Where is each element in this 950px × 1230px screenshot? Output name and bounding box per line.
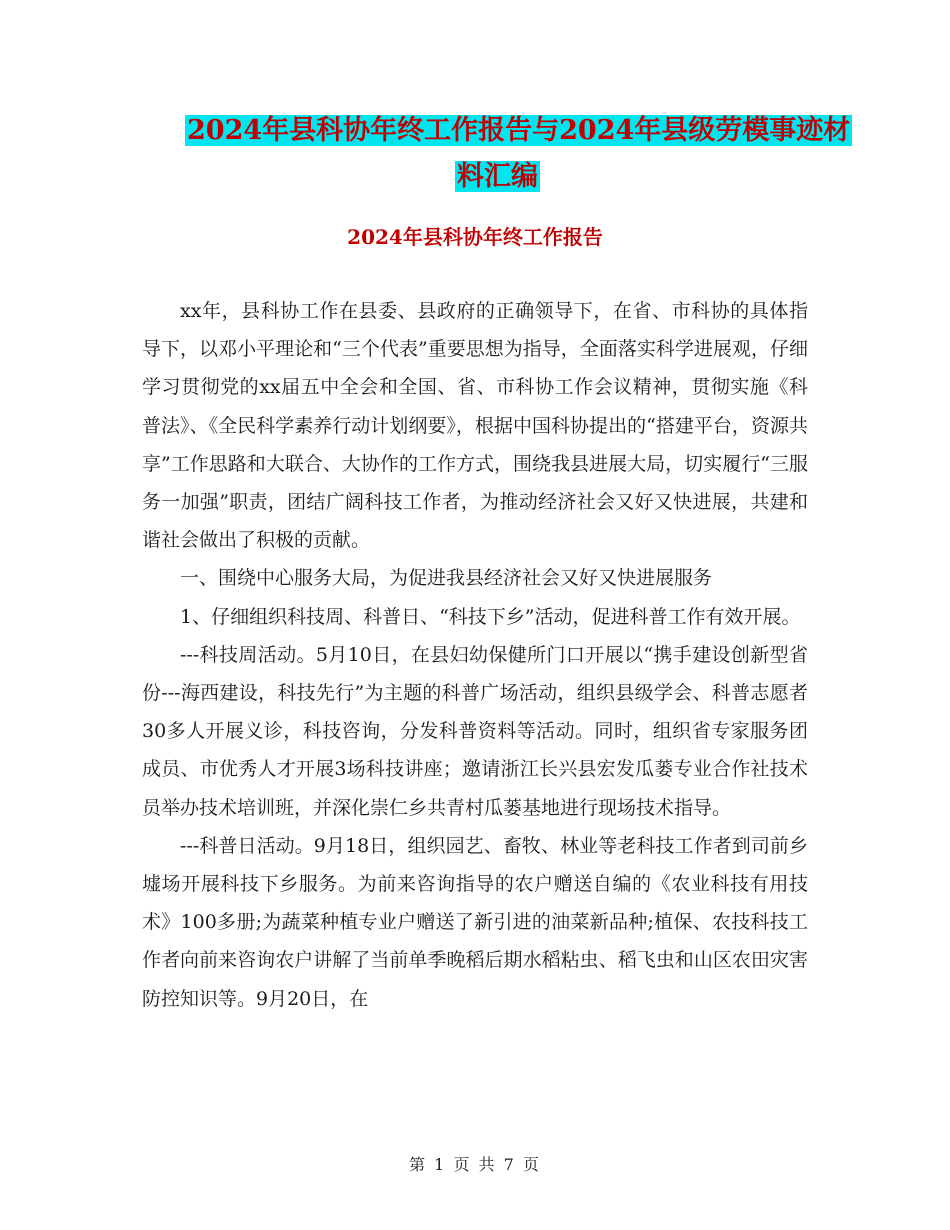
section-title: 2024年县科协年终工作报告 xyxy=(347,225,603,249)
paragraph-science-day: ---科普日活动。9月18日，组织园艺、畜牧、林业等老科技工作者到司前乡墟场开展科技下乡服务。为前来咨询指导的农户赠送自编的《农业科技有用技术》100多册;为蔬菜种植专业户赠送了新引进的油菜新品种;植保、农技科技工作者向前来咨询农户讲解了当前单季晚稻后期水稻粘虫、稻飞虫和山区农田灾害防控知识等。9月20日，在 xyxy=(142,834,808,1010)
document-title-line-1: 2024年县科协年终工作报告与2024年县级劳模事迹材 xyxy=(187,115,851,146)
page-footer: 第 1 页 共 7 页 xyxy=(409,1155,541,1174)
document-title-line-2: 料汇编 xyxy=(457,161,538,192)
paragraph-heading-1: 一、围绕中心服务大局，为促进我县经济社会又好又快进展服务 xyxy=(180,567,713,590)
paragraph-item-1: 1、仔细组织科技周、科普日、“科技下乡”活动，促进科普工作有效开展。 xyxy=(180,605,801,628)
paragraph-intro: xx年，县科协工作在县委、县政府的正确领导下，在省、市科协的具体指导下，以邓小平理论和“三个代表”重要思想为指导，全面落实科学进展观，仔细学习贯彻党的xx届五中全会和全国、省、市科协工作会议精神，贯彻实施《科普法》、《全民科学素养行动计划纲要》，根据中国科协提出的“搭建平台，资源共享”工作思路和大联合、大协作的工作方式，围绕我县进展大局，切实履行“三服务一加强”职责，团结广阔科技工作者，为推动经济社会又好又快进展，共建和谐社会做出了积极的贡献。 xyxy=(142,300,808,552)
document-title xyxy=(185,108,851,200)
paragraph-science-week: ---科技周活动。5月10日，在县妇幼保健所门口开展以“携手建设创新型省份---海西建设，科技先行”为主题的科普广场活动，组织县级学会、科普志愿者30多人开展义诊，科技咨询，分发科普资料等活动。同时，组织省专家服务团成员、市优秀人才开展3场科技讲座；邀请浙江长兴县宏发瓜蒌专业合作社技术员举办技术培训班，并深化崇仁乡共青村瓜蒌基地进行现场技术指导。 xyxy=(142,643,808,819)
body-text xyxy=(142,292,808,1018)
